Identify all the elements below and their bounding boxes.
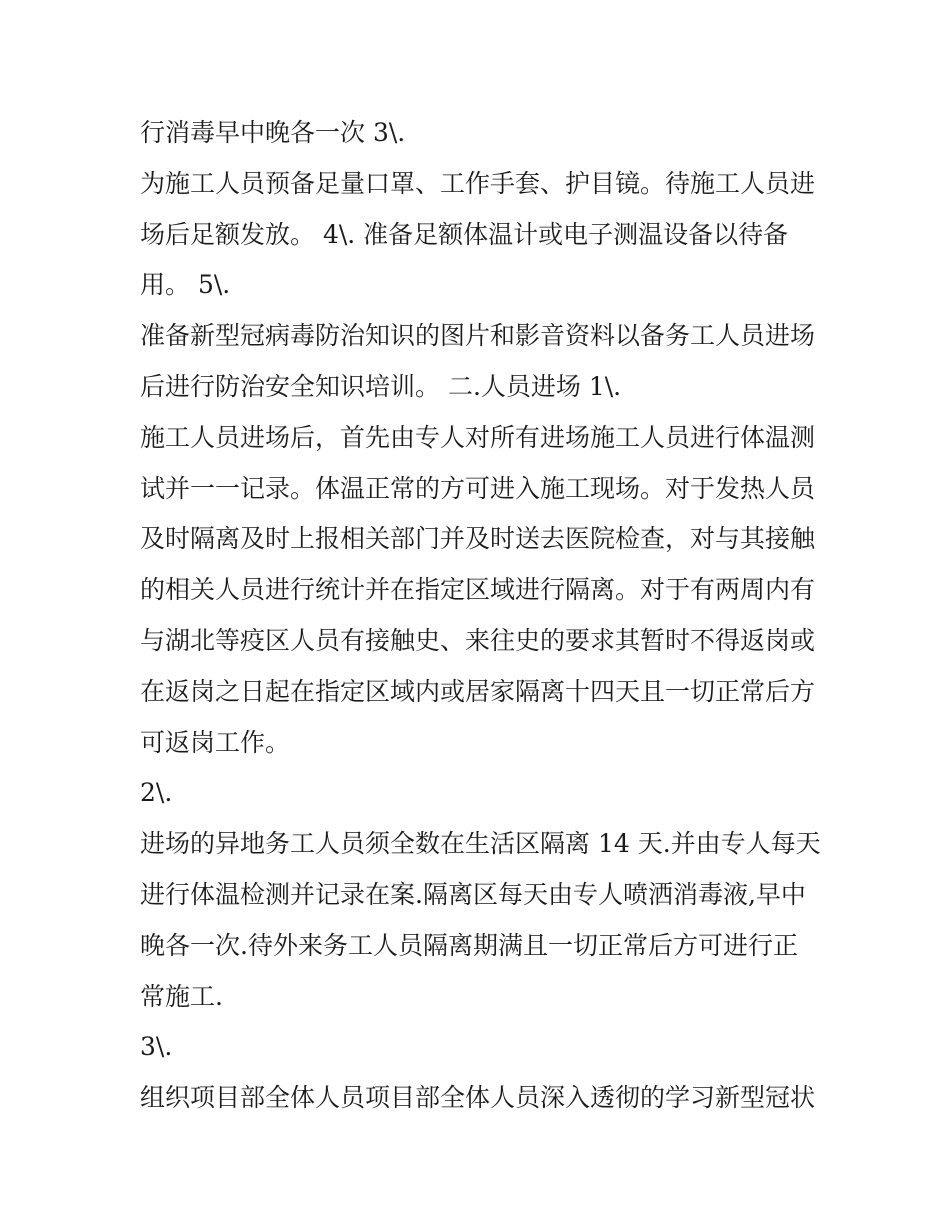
text-line: 用。 5\. bbox=[140, 270, 231, 300]
text-line: 常施工. bbox=[140, 981, 223, 1011]
text-line: 进行体温检测并记录在案.隔离区每天由专人喷洒消毒液,早中 bbox=[140, 879, 806, 909]
text-line: 组织项目部全体人员项目部全体人员深入透彻的学习新型冠状 bbox=[140, 1083, 816, 1113]
text-line: 后进行防治安全知识培训。 二.人员进场 1\. bbox=[140, 371, 622, 401]
text-line: 试并一一记录。体温正常的方可进入施工现场。对于发热人员 bbox=[140, 473, 816, 503]
text-line: 可返岗工作。 bbox=[140, 727, 291, 757]
text-line: 与湖北等疫区人员有接触史、来往史的要求其暂时不得返岗或 bbox=[140, 625, 816, 655]
text-line: 及时隔离及时上报相关部门并及时送去医院检查，对与其接触 bbox=[140, 524, 816, 554]
text-line: 进场的异地务工人员须全数在生活区隔离 14 天.并由专人每天 bbox=[140, 829, 821, 859]
text-line: 2\. bbox=[140, 778, 173, 808]
text-line: 行消毒早中晚各一次 3\. bbox=[140, 118, 406, 147]
text-line: 施工人员进场后，首先由专人对所有进场施工人员进行体温测 bbox=[140, 422, 816, 452]
text-line: 晚各一次.待外来务工人员隔离期满且一切正常后方可进行正 bbox=[140, 930, 798, 960]
text-line: 为施工人员预备足量口罩、工作手套、护目镜。待施工人员进 bbox=[140, 168, 816, 198]
text-line: 场后足额发放。 4\. 准备足额体温计或电子测温设备以待备 bbox=[140, 219, 789, 249]
text-line: 准备新型冠病毒防治知识的图片和影音资料以备务工人员进场 bbox=[140, 321, 816, 351]
text-line: 在返岗之日起在指定区域内或居家隔离十四天且一切正常后方 bbox=[140, 676, 816, 706]
text-line: 3\. bbox=[140, 1032, 173, 1062]
document-body bbox=[140, 108, 820, 1124]
text-line: 的相关人员进行统计并在指定区域进行隔离。对于有两周内有 bbox=[140, 575, 816, 605]
